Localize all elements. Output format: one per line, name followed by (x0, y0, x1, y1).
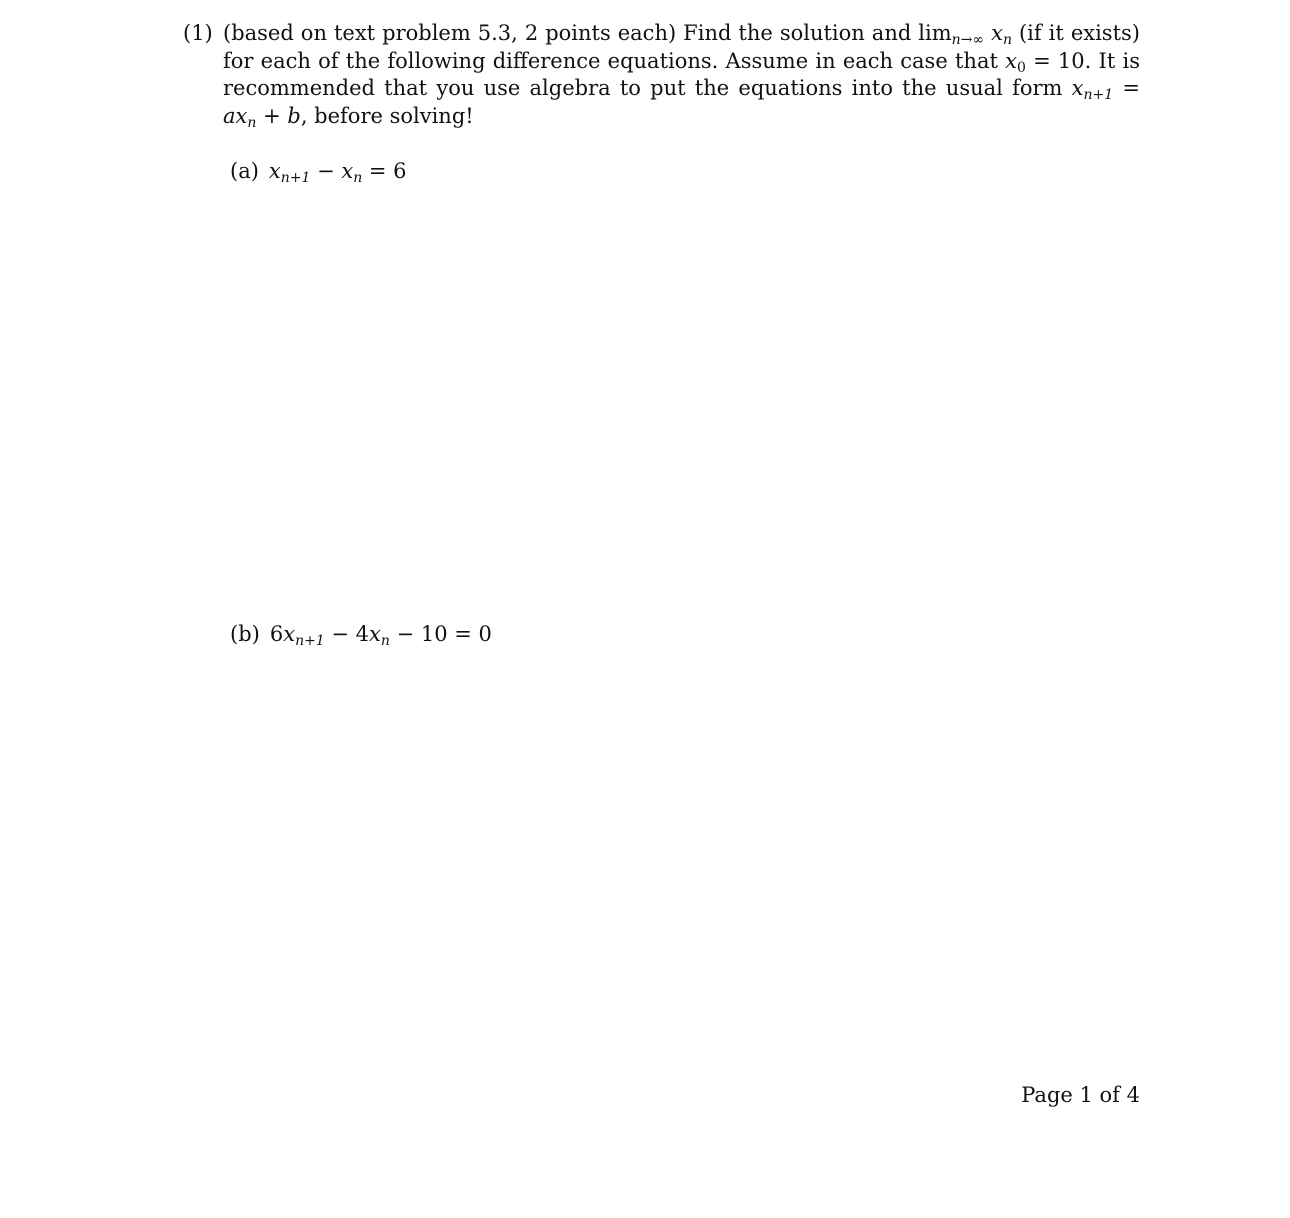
minus-sign: − (310, 159, 342, 183)
math-sub-n-plus-1: n+1 (295, 633, 325, 649)
subpart-a-label: (a) (230, 159, 259, 183)
math-sub-n: n (380, 633, 390, 649)
page-number: Page 1 of 4 (1021, 1083, 1140, 1107)
coefficient-6: 6 (269, 622, 284, 646)
problem-text-3: = 10. It is recommended that you use algebra to put the equations into the usual form (223, 48, 1140, 100)
subpart-b (230, 621, 492, 648)
math-x: x (1005, 48, 1017, 73)
math-sub-n-plus-1: n+1 (1083, 87, 1114, 103)
math-a: a (223, 103, 236, 128)
math-x: x (268, 159, 281, 183)
subpart-a (230, 158, 407, 185)
math-b: b (287, 103, 301, 128)
math-x: x (235, 103, 248, 128)
math-sub-n: n (1002, 32, 1012, 48)
problem-number: (1) (183, 21, 213, 45)
problem-text-1: (based on text problem 5.3, 2 points each) Find the solution and (223, 21, 919, 45)
math-sub-n: n (353, 170, 363, 186)
math-x: x (283, 622, 296, 646)
form-equals: = (1113, 76, 1140, 100)
minus-coefficient-4: − 4 (324, 622, 370, 646)
equation-a-rhs: = 6 (362, 159, 407, 183)
lim-subscript: n→∞ (951, 32, 985, 48)
math-x: x (991, 21, 1003, 45)
math-x: x (369, 622, 381, 646)
problem-statement (223, 20, 1140, 130)
subpart-b-label: (b) (230, 622, 260, 646)
math-sub-n-plus-1: n+1 (280, 170, 311, 186)
problem-text-2: (if it exists) for each of the following difference equations. Assume in each case that (223, 21, 1140, 73)
math-x: x (341, 159, 354, 183)
equation-b-rest: − 10 = 0 (389, 622, 492, 646)
math-x: x (1071, 76, 1084, 100)
problem-1 (183, 20, 1140, 130)
form-plus: + (256, 103, 288, 128)
math-sub-n: n (247, 114, 257, 131)
problem-text-4: , before solving! (300, 103, 474, 128)
lim-operator: lim (918, 21, 952, 45)
math-sub-0: 0 (1016, 59, 1026, 76)
